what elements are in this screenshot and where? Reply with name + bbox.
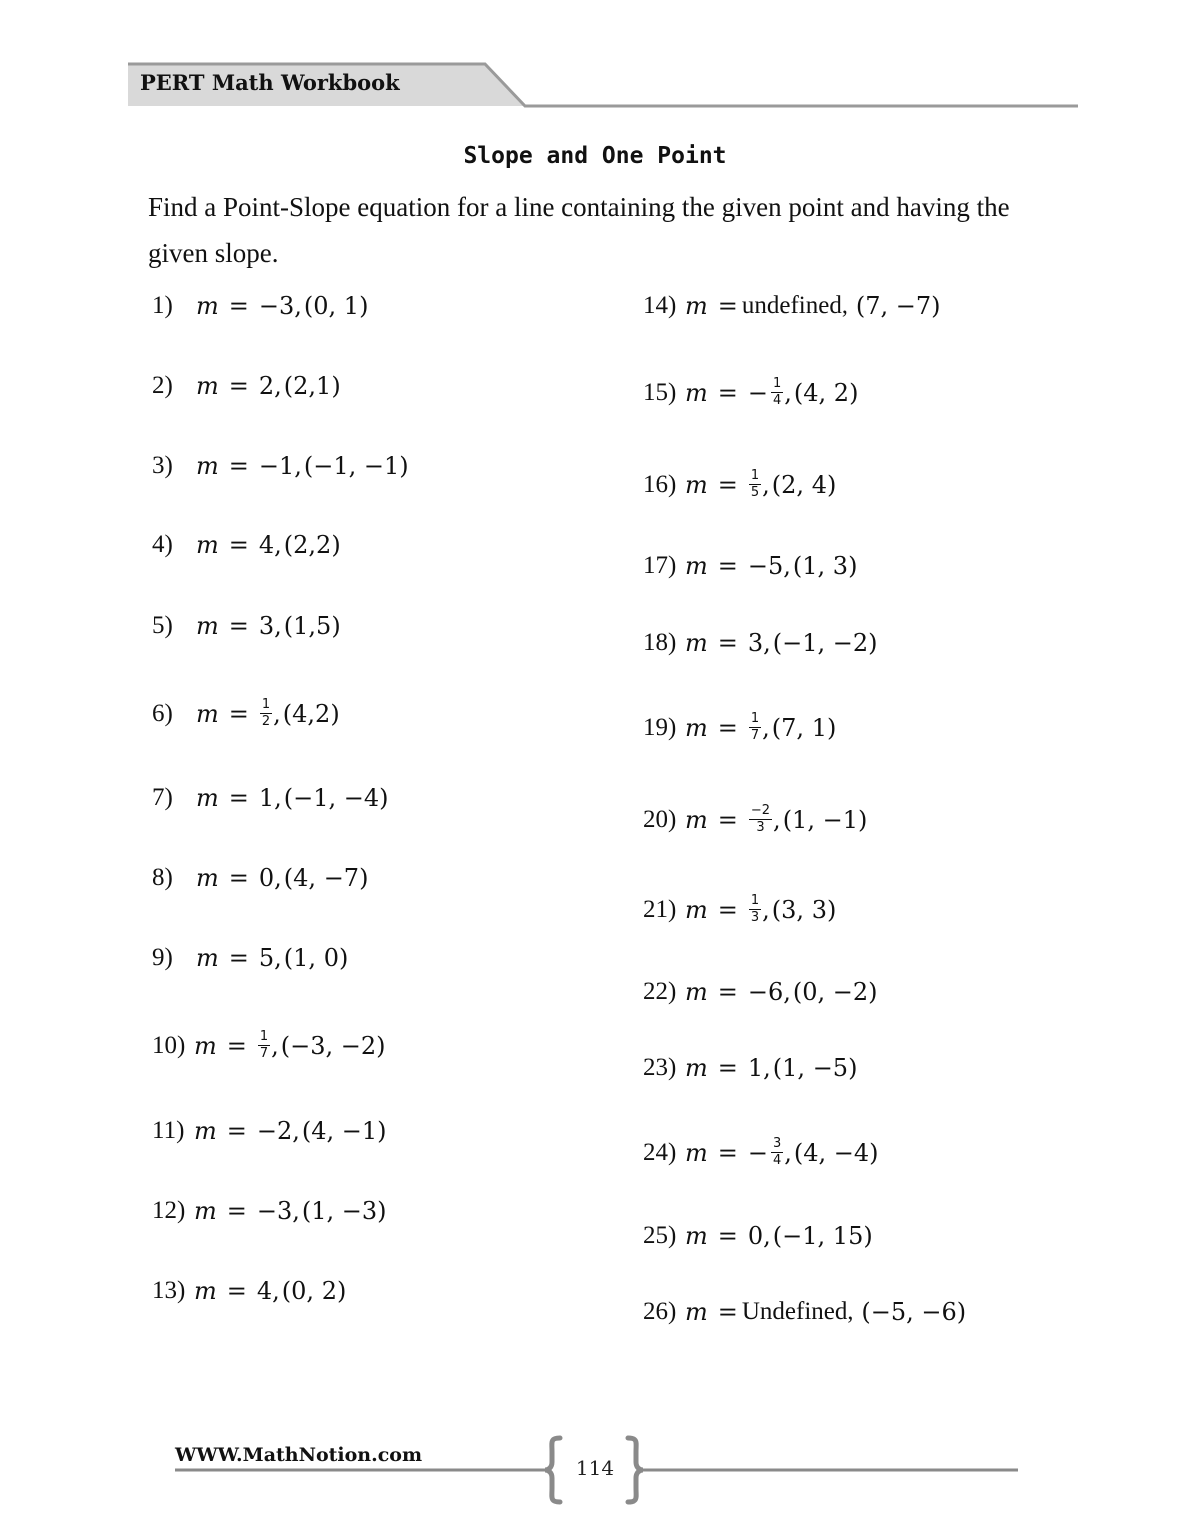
problem-expression: m = 1 , (1, −5) (685, 1054, 858, 1082)
slope-value: −3 (258, 292, 295, 320)
slope-fraction (260, 698, 272, 729)
point-value: (1, 0) (283, 944, 349, 972)
problem-item (643, 552, 857, 580)
fraction-denominator: 4 (772, 1153, 782, 1168)
problem-number: 11) (152, 1117, 185, 1144)
point-value: (4, 2) (793, 378, 859, 407)
problem-expression: m = $\frac{1}{2}$ , (4,2) (196, 697, 340, 729)
problem-number: 17) (643, 552, 677, 579)
problem-expression: m = $\frac{1}{7}$ , (7, 1) (685, 711, 837, 743)
problem-item (643, 377, 858, 408)
fraction-numerator: 1 (772, 376, 782, 391)
fraction-denominator: 3 (750, 910, 760, 925)
problem-expression: m = −3 , (1, −3) (194, 1197, 387, 1225)
problem-item (152, 452, 409, 480)
problem-number: 18) (643, 629, 677, 656)
problem-number: 21) (643, 895, 677, 923)
problem-expression: m = 4 , (2,2) (196, 531, 341, 559)
problem-number: 23) (643, 1054, 677, 1081)
instructions-text: Find a Point-Slope equation for a line containing the given point and having the given slope. (148, 192, 1010, 268)
page-number: 114 (575, 1456, 615, 1480)
problem-item (643, 1222, 873, 1250)
point-value: (−1, 15) (772, 1222, 873, 1250)
slope-value: −5 (747, 552, 784, 580)
problem-number: 9) (152, 944, 173, 971)
slope-fraction (749, 712, 761, 743)
problem-number: 10) (152, 1031, 186, 1059)
problem-number: 15) (643, 378, 677, 406)
problem-number: 8) (152, 864, 173, 891)
slope-value: 1 (258, 784, 275, 812)
slope-fraction (771, 1137, 783, 1168)
fraction-denominator: 3 (756, 820, 765, 835)
problem-item (643, 804, 867, 835)
point-value: (−5, −6) (861, 1298, 967, 1326)
point-value: (2,1) (283, 372, 341, 400)
problem-expression: m = $\frac{1}{7}$ , (−3, −2) (194, 1029, 386, 1061)
problem-item (643, 469, 836, 500)
problem-item (643, 1298, 966, 1326)
problem-item (643, 1137, 879, 1168)
point-value: (1, −1) (782, 805, 868, 834)
problem-expression: m = 2 , (2,1) (196, 372, 341, 400)
problem-item (643, 894, 836, 925)
problem-item (152, 372, 341, 400)
problem-expression: m = − $\frac{1}{4}$ , (4, 2) (685, 376, 859, 408)
point-value: (−1, −2) (772, 629, 878, 657)
problem-item (152, 698, 340, 729)
point-value: (1,5) (283, 612, 341, 640)
problem-number: 12) (152, 1197, 186, 1224)
point-value: (4,2) (282, 699, 340, 728)
point-value: (0, 1) (303, 292, 369, 320)
slope-value: 3 (747, 629, 764, 657)
footer-website: WWW.MathNotion.com (175, 1444, 423, 1466)
point-value: (3, 3) (771, 895, 837, 924)
slope-sign: − (747, 1138, 768, 1167)
slope-value: −6 (747, 978, 784, 1006)
problem-item (152, 292, 368, 320)
problem-expression: m = 1 , (−1, −4) (196, 784, 389, 812)
problem-number: 13) (152, 1277, 186, 1304)
slope-value: 4 (258, 531, 275, 559)
problem-expression: m = $\frac{-2}{3}$ , (1, −1) (685, 803, 868, 835)
problem-number: 6) (152, 699, 173, 727)
problem-item (643, 629, 878, 657)
fraction-denominator: 7 (750, 728, 760, 743)
problem-item (152, 1277, 346, 1305)
problem-number: 3) (152, 452, 173, 479)
point-value: (4, −1) (301, 1117, 387, 1145)
fraction-numerator: 1 (261, 697, 271, 712)
problem-item (152, 531, 341, 559)
fraction-numerator: 1 (750, 711, 760, 726)
page-title: Slope and One Point (463, 143, 727, 169)
problem-expression: m = 3 , (−1, −2) (685, 629, 878, 657)
problem-item (643, 1054, 857, 1082)
point-value: (4, −7) (283, 864, 369, 892)
fraction-numerator: 1 (750, 893, 760, 908)
problem-item (152, 944, 348, 972)
point-value: (2, 4) (771, 470, 837, 499)
problem-number: 22) (643, 978, 677, 1005)
problem-item (152, 1117, 387, 1145)
problem-number: 4) (152, 531, 173, 558)
slope-value: −1 (258, 452, 295, 480)
point-value: (−1, −1) (303, 452, 409, 480)
fraction-numerator: 3 (772, 1136, 782, 1151)
slope-value: 4 (256, 1277, 273, 1305)
slope-fraction (749, 894, 761, 925)
problem-expression: m = − $\frac{3}{4}$ , (4, −4) (685, 1136, 879, 1168)
problem-expression: m = −3 , (0, 1) (196, 292, 369, 320)
slope-value: 3 (258, 612, 275, 640)
problem-number: 25) (643, 1222, 677, 1249)
point-value: (−1, −4) (283, 784, 389, 812)
header-title: PERT Math Workbook (140, 70, 400, 95)
fraction-numerator: 1 (750, 468, 760, 483)
problem-item (152, 1197, 387, 1225)
problem-item (152, 1030, 386, 1061)
problem-item (152, 864, 368, 892)
point-value: (4, −4) (793, 1138, 879, 1167)
problem-number: 20) (643, 805, 677, 833)
point-value: (2,2) (283, 531, 341, 559)
problem-number: 5) (152, 612, 173, 639)
problem-expression: m = $\frac{1}{3}$ , (3, 3) (685, 893, 837, 925)
problem-number: 7) (152, 784, 173, 811)
problem-expression: m = 0 , (4, −7) (196, 864, 369, 892)
problem-expression: m = −5 , (1, 3) (685, 552, 858, 580)
fraction-denominator: 7 (259, 1046, 269, 1061)
point-value: (1, −5) (772, 1054, 858, 1082)
point-value: (0, 2) (281, 1277, 347, 1305)
slope-value: 0 (258, 864, 275, 892)
problem-item (152, 784, 389, 812)
point-value: (1, −3) (301, 1197, 387, 1225)
problem-item (643, 292, 940, 320)
problem-number: 2) (152, 372, 173, 399)
problem-expression: m = $\frac{1}{5}$ , (2, 4) (685, 468, 837, 500)
point-value: (−3, −2) (280, 1031, 386, 1060)
slope-value: 0 (747, 1222, 764, 1250)
slope-value: Undefined (741, 1298, 848, 1325)
problem-number: 16) (643, 470, 677, 498)
slope-value: −2 (256, 1117, 293, 1145)
point-value: (0, −2) (792, 978, 878, 1006)
problem-number: 24) (643, 1138, 677, 1166)
problem-expression: m = 5 , (1, 0) (196, 944, 349, 972)
problem-item (643, 712, 836, 743)
problem-expression: m = 3 , (1,5) (196, 612, 341, 640)
slope-fraction (749, 804, 772, 835)
slope-value: −3 (256, 1197, 293, 1225)
problem-number: 14) (643, 292, 677, 319)
slope-fraction (749, 469, 761, 500)
problem-item (152, 612, 341, 640)
problem-number: 19) (643, 713, 677, 741)
slope-value: 2 (258, 372, 275, 400)
problem-number: 1) (152, 292, 173, 319)
problem-expression: m = undefined , (7, −7) (685, 292, 941, 320)
slope-value: 5 (258, 944, 275, 972)
slope-value: 1 (747, 1054, 764, 1082)
point-value: (1, 3) (792, 552, 858, 580)
point-value: (7, 1) (771, 713, 837, 742)
slope-sign: − (747, 378, 768, 407)
slope-fraction (258, 1030, 270, 1061)
problem-number: 26) (643, 1298, 677, 1325)
problem-expression: m = 4 , (0, 2) (194, 1277, 347, 1305)
point-value: (7, −7) (855, 292, 941, 320)
problem-expression: m = −6 , (0, −2) (685, 978, 878, 1006)
fraction-denominator: 2 (261, 714, 271, 729)
fraction-numerator: 1 (259, 1029, 269, 1044)
slope-value: undefined (741, 292, 842, 319)
slope-fraction (771, 377, 783, 408)
problem-expression: m = 0 , (−1, 15) (685, 1222, 873, 1250)
fraction-numerator: −2 (750, 803, 771, 818)
problem-item (643, 978, 878, 1006)
problem-expression: m = −1 , (−1, −1) (196, 452, 409, 480)
problem-expression: m = −2 , (4, −1) (194, 1117, 387, 1145)
fraction-denominator: 5 (750, 485, 760, 500)
problem-expression: m = Undefined , (−5, −6) (685, 1298, 967, 1326)
fraction-denominator: 4 (772, 393, 782, 408)
